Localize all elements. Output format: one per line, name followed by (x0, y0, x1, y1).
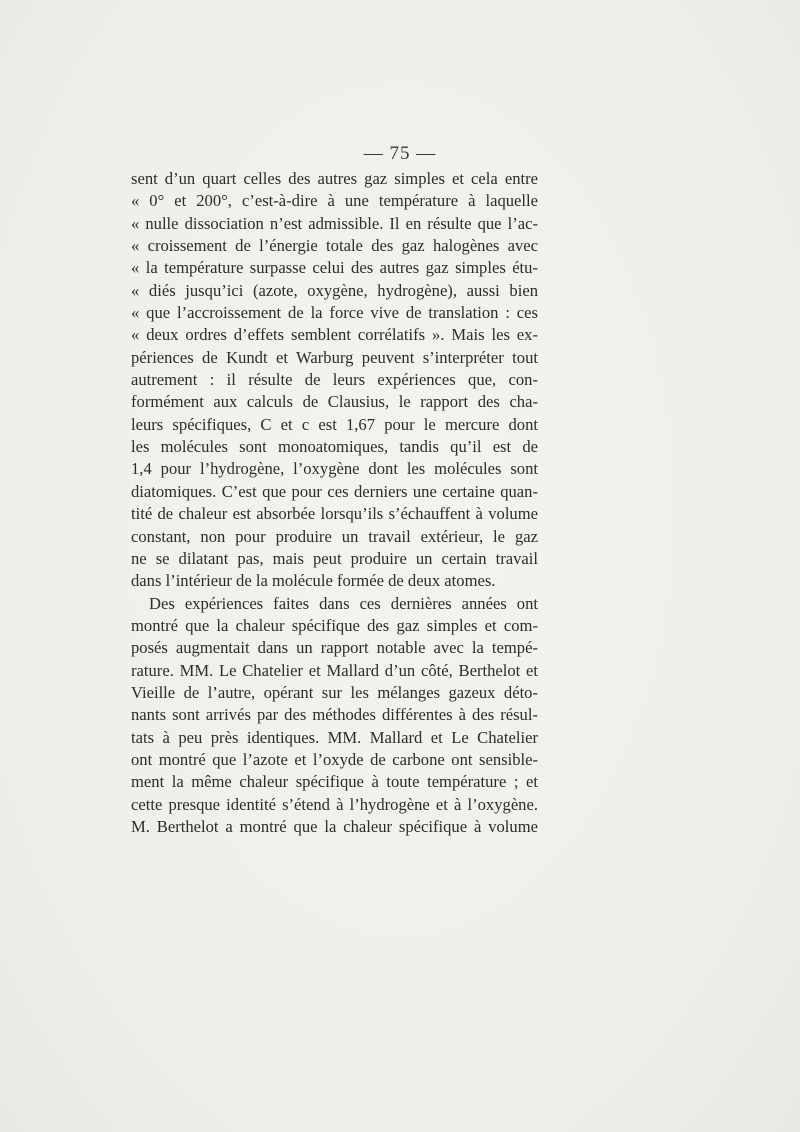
text-line: tats à peu près identiques. MM. Mallard et Le Chatelier (131, 727, 538, 747)
page-number: — 75 — (363, 143, 437, 164)
text-line: formément aux calculs de Clausius, le rapport des cha- (131, 392, 538, 412)
text-line: rature. MM. Le Chatelier et Mallard d’un côté, Berthelot et (131, 660, 538, 680)
text-line: posés augmentait dans un rapport notable avec la tempé- (131, 638, 538, 658)
text-line: autrement : il résulte de leurs expériences que, con- (131, 370, 538, 390)
text-line: « 0° et 200°, c’est-à-dire à une température à laquelle (131, 191, 538, 211)
text-line: diatomiques. C’est que pour ces derniers une certaine quan- (131, 481, 538, 501)
text-line: constant, non pour produire un travail extérieur, le gaz (131, 526, 538, 546)
text-line: ont montré que l’azote et l’oxyde de carbone ont sensible- (131, 749, 538, 769)
text-line: ne se dilatant pas, mais peut produire un certain travail (131, 548, 538, 568)
text-line: « nulle dissociation n’est admissible. Il en résulte que l’ac- (131, 213, 538, 233)
text-line: tité de chaleur est absorbée lorsqu’ils s’échauffent à volume (131, 504, 538, 524)
text-line: nants sont arrivés par des méthodes différentes à des résul- (131, 705, 538, 725)
text-line: sent d’un quart celles des autres gaz simples et cela entre (131, 169, 538, 188)
text-line: « deux ordres d’effets semblent corrélatifs ». Mais les ex- (131, 325, 538, 345)
text-line: M. Berthelot a montré que la chaleur spécifique à volume (131, 816, 538, 836)
text-line: ment la même chaleur spécifique à toute température ; et (131, 772, 538, 792)
text-line: dans l’intérieur de la molécule formée de deux atomes. (131, 571, 496, 591)
text-line: montré que la chaleur spécifique des gaz simples et com- (131, 615, 538, 635)
text-line: leurs spécifiques, C et c est 1,67 pour le mercure dont (131, 414, 538, 434)
body-text (131, 168, 538, 838)
text-line: « diés jusqu’ici (azote, oxygène, hydrogène), aussi bien (131, 280, 538, 300)
text-line: « que l’accroissement de la force vive de translation : ces (131, 303, 538, 323)
text-line: 1,4 pour l’hydrogène, l’oxygène dont les molécules sont (131, 459, 538, 479)
text-line: périences de Kundt et Warburg peuvent s’interpréter tout (131, 347, 538, 367)
text-line: Vieille de l’autre, opérant sur les mélanges gazeux déto- (131, 682, 538, 702)
text-line: « la température surpasse celui des autres gaz simples étu- (131, 258, 538, 278)
text-line: « croissement de l’énergie totale des gaz halogènes avec (131, 236, 538, 256)
text-line: les molécules sont monoatomiques, tandis qu’il est de (131, 437, 538, 457)
text-line: Des expériences faites dans ces dernières années ont (149, 593, 538, 613)
text-line: cette presque identité s’étend à l’hydrogène et à l’oxygène. (131, 794, 538, 814)
